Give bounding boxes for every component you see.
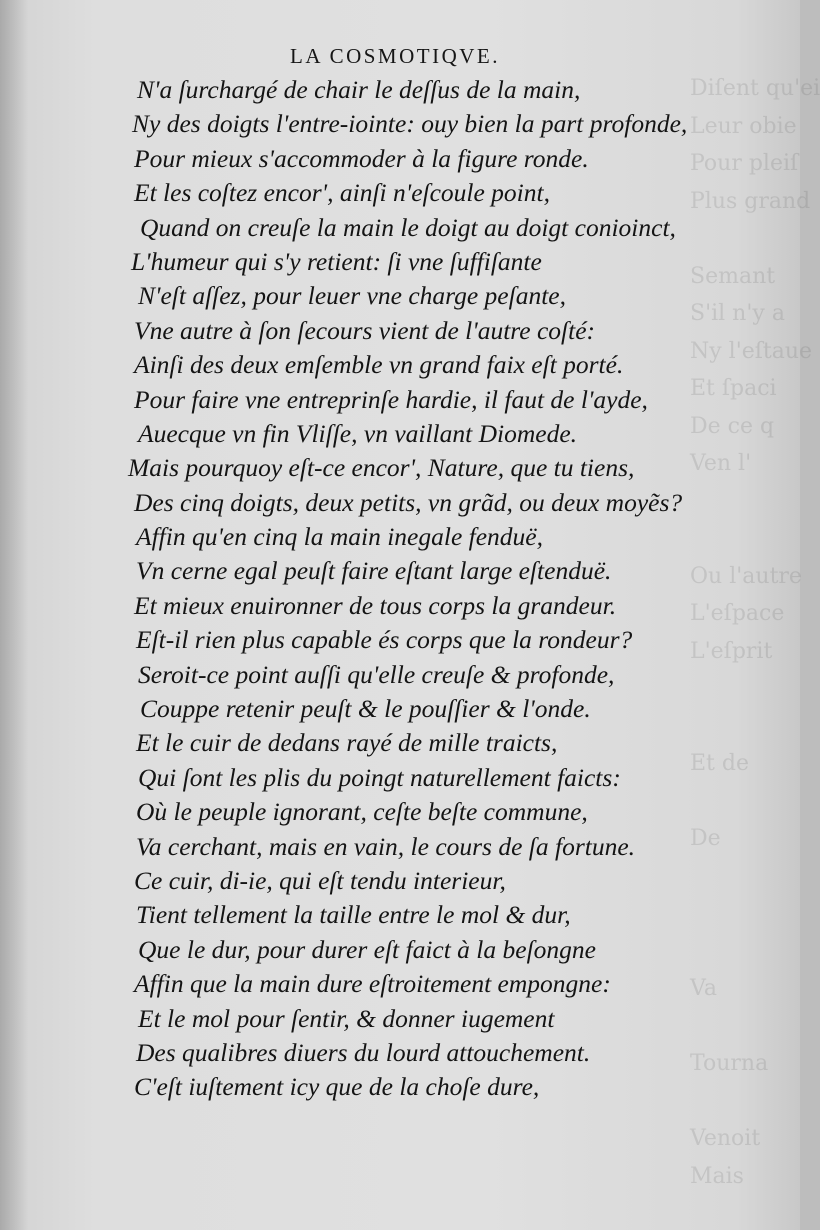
verse-line-text: Et mieux enuironner de tous corps la grandeur. bbox=[134, 590, 617, 620]
verse-line-text: Affin que la main dure eſtroitement empongne: bbox=[134, 969, 611, 999]
verse-line-text: Qui ſont les plis du poingt naturellement faicts: bbox=[138, 762, 621, 792]
running-head: LA COSMOTIQVE. bbox=[290, 44, 501, 68]
verse-line-text: L'humeur qui s'y retient: ſi vne ſuffiſante bbox=[131, 246, 542, 276]
verse-line bbox=[0, 1036, 800, 1070]
verse-line bbox=[0, 107, 800, 141]
verse-line bbox=[0, 864, 800, 898]
verse-line bbox=[0, 245, 800, 279]
verse-line-text: Ainſi des deux emſemble vn grand faix eſt porté. bbox=[134, 350, 624, 380]
verse-line bbox=[0, 623, 800, 657]
verse-line-text: Et le mol pour ſentir, & donner iugement bbox=[138, 1003, 555, 1033]
verse-line-text: Mais pourquoy eſt-ce encor', Nature, que tu tiens, bbox=[128, 453, 635, 483]
verse-line-text: N'a ſurchargé de chair le deſſus de la main, bbox=[137, 75, 581, 104]
verse-line-text: Quand on creuſe la main le doigt au doigt conioinct, bbox=[140, 212, 676, 242]
verse-line-text: Et le cuir de dedans rayé de mille traicts, bbox=[136, 728, 558, 758]
verse-line bbox=[0, 211, 800, 245]
verse-line bbox=[0, 658, 800, 692]
verse-block bbox=[0, 73, 800, 1105]
verse-line bbox=[0, 967, 800, 1001]
verse-line-text: C'eſt iuſtement icy que de la choſe dure, bbox=[134, 1072, 540, 1102]
verse-line-text: Va cerchant, mais en vain, le cours de ſa fortune. bbox=[136, 831, 636, 861]
verse-line-text: Eſt-il rien plus capable és corps que la rondeur? bbox=[136, 625, 633, 655]
verse-line-text: Et les coſtez encor', ainſi n'eſcoule point, bbox=[134, 178, 550, 208]
verse-line bbox=[0, 520, 800, 554]
verse-line bbox=[0, 726, 800, 760]
verse-line bbox=[0, 554, 800, 588]
verse-line bbox=[0, 1002, 800, 1036]
verse-line-text: Seroit-ce point auſſi qu'elle creuſe & profonde, bbox=[138, 659, 615, 689]
verse-line bbox=[0, 279, 800, 313]
verse-line bbox=[0, 73, 800, 107]
verse-line bbox=[0, 933, 800, 967]
verse-line bbox=[0, 589, 800, 623]
verse-line-text: Ny des doigts l'entre-iointe: ouy bien la part profonde, bbox=[132, 109, 688, 139]
verse-line bbox=[0, 898, 800, 932]
verse-line bbox=[0, 451, 800, 485]
verse-line bbox=[0, 348, 800, 382]
verse-line-text: N'eſt aſſez, pour leuer vne charge peſante, bbox=[138, 281, 566, 311]
verse-line bbox=[0, 142, 800, 176]
verse-line bbox=[0, 761, 800, 795]
verse-line-text: Des cinq doigts, deux petits, vn grãd, ou deux moyẽs? bbox=[134, 487, 683, 517]
show-through-text: Diſent qu'ei Leur obie Pour pleiſ Plus grand Semant S'il n'y a Ny l'eſtaue Et ſpaci De ce q Ven l' Ou l'autre L'eſpace L'eſprit Et de De Va Tourna Venoit Mais bbox=[690, 76, 820, 1189]
verse-line-text: Affin qu'en cinq la main inegale fenduë, bbox=[136, 522, 543, 552]
verse-line-text: Vn cerne egal peuſt faire eſtant large eſtenduë. bbox=[136, 556, 612, 586]
verse-line bbox=[0, 176, 800, 210]
verse-line-text: Vne autre à ſon ſecours vient de l'autre coſté: bbox=[134, 315, 596, 345]
verse-line bbox=[0, 795, 800, 829]
verse-line bbox=[0, 486, 800, 520]
verse-line bbox=[0, 383, 800, 417]
verse-line-text: Où le peuple ignorant, ceſte beſte commune, bbox=[136, 797, 588, 827]
verse-line bbox=[0, 314, 800, 348]
verse-line-text: Couppe retenir peuſt & le pouſſier & l'onde. bbox=[140, 694, 591, 724]
verse-line-text: Pour faire vne entreprinſe hardie, il faut de l'ayde, bbox=[134, 384, 648, 414]
verse-line bbox=[0, 417, 800, 451]
verse-line-text: Auecque vn fin Vliſſe, vn vaillant Diomede. bbox=[138, 418, 578, 448]
verse-line-text: Ce cuir, di-ie, qui eſt tendu interieur, bbox=[134, 865, 506, 895]
verse-line-text: Que le dur, pour durer eſt faict à la beſongne bbox=[138, 934, 596, 964]
verse-line-text: Tient tellement la taille entre le mol & dur, bbox=[136, 900, 571, 930]
verse-line bbox=[0, 830, 800, 864]
verse-line-text: Des qualibres diuers du lourd attouchement. bbox=[136, 1037, 591, 1067]
verse-line bbox=[0, 692, 800, 726]
verse-line-text: Pour mieux s'accommoder à la figure ronde. bbox=[134, 143, 589, 173]
verse-line bbox=[0, 1070, 800, 1104]
